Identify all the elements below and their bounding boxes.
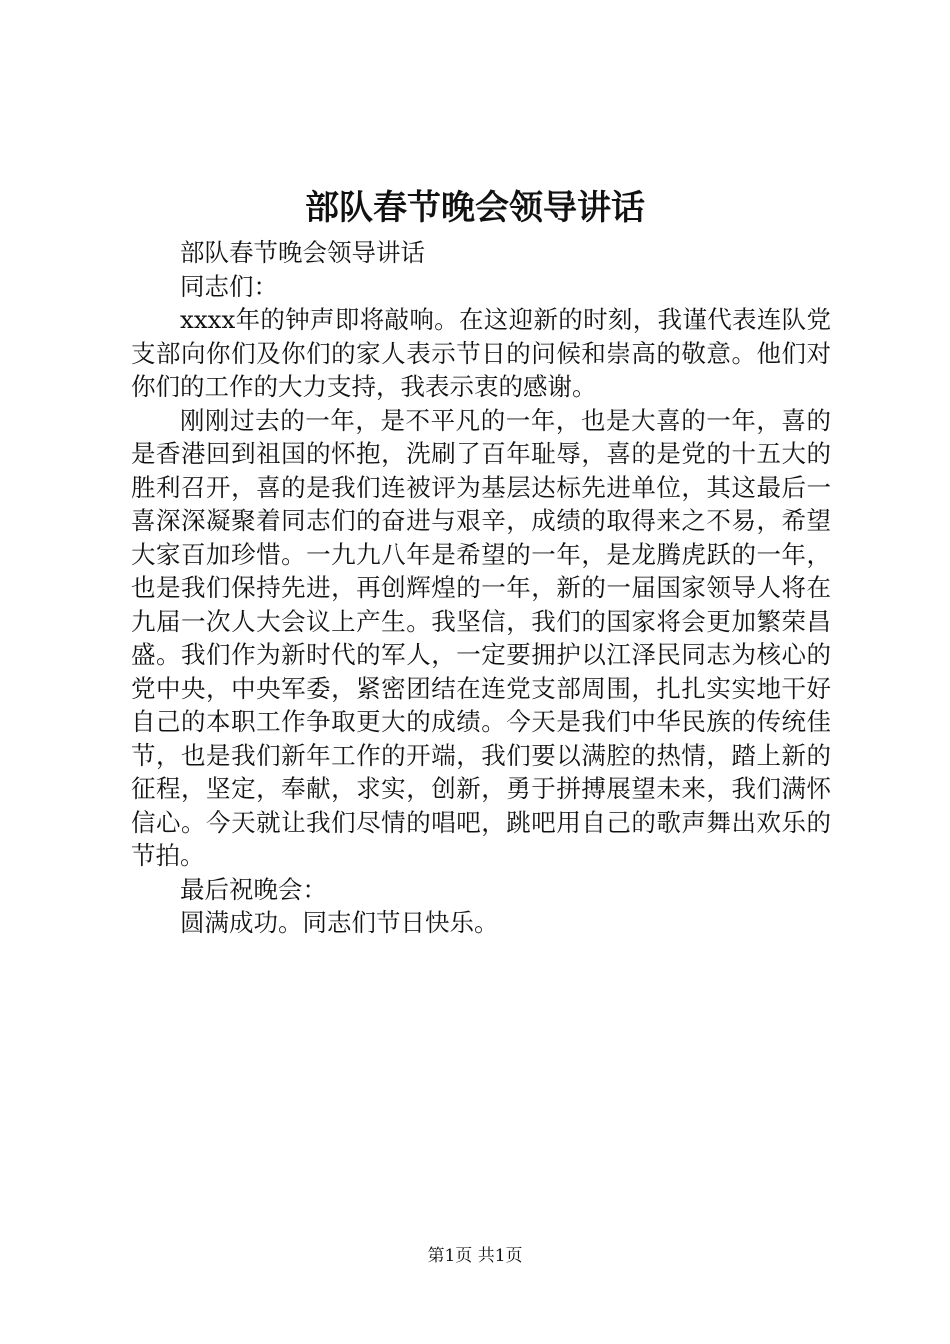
body-paragraph: 刚刚过去的一年，是不平凡的一年，也是大喜的一年，喜的是香港回到祖国的怀抱，洗刷了百年耻辱，喜的是党的十五大的胜利召开，喜的是我们连被评为基层达标先进单位，其这最后一喜深深凝聚着同志们的奋进与艰辛，成绩的取得来之不易，希望大家百加珍惜。一九九八年是希望的一年，是龙腾虎跃的一年，也是我们保持先进，再创辉煌的一年，新的一届国家领导人将在九届一次人大会议上产生。我坚信，我们的国家将会更加繁荣昌盛。我们作为新时代的军人，一定要拥护以江泽民同志为核心的党中央，中央军委，紧密团结在连党支部周围，扎扎实实地干好自己的本职工作争取更大的成绩。今天是我们中华民族的传统佳节，也是我们新年工作的开端，我们要以满腔的热情，踏上新的征程，坚定，奉献，求实，创新，勇于拼搏展望未来，我们满怀信心。今天就让我们尽情的唱吧，跳吧用自己的歌声舞出欢乐的节拍。 <box>131 405 831 870</box>
closing-paragraph: 最后祝晚会： <box>180 874 327 904</box>
salutation-paragraph: 同志们： <box>180 271 278 301</box>
document-body <box>131 236 831 940</box>
document-title: 部队春节晚会领导讲话 <box>305 188 645 228</box>
page-footer: 第1页 共1页 <box>427 1246 523 1266</box>
body-paragraph: xxxx年的钟声即将敲响。在这迎新的时刻，我谨代表连队党支部向你们及你们的家人表示节日的问候和崇高的敬意。他们对你们的工作的大力支持，我表示衷的感谢。 <box>131 305 831 401</box>
closing-paragraph: 圆满成功。同志们节日快乐。 <box>180 908 499 937</box>
subtitle-paragraph: 部队春节晚会领导讲话 <box>180 238 425 267</box>
